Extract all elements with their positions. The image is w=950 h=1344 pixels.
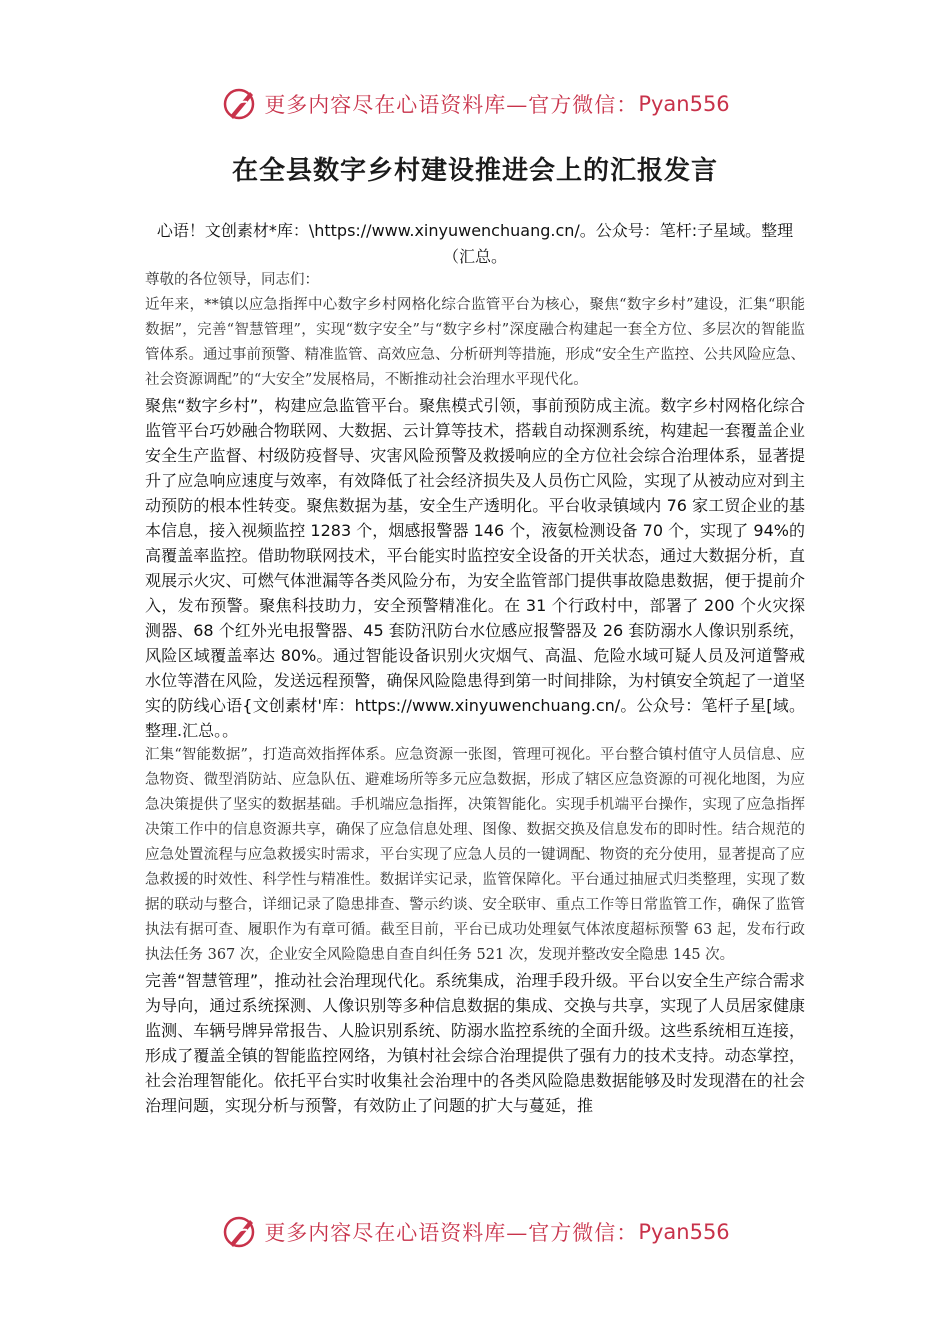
document-body: [145, 268, 805, 1118]
source-line: 心语！文创素材*库：\https://www.xinyuwenchuang.cn/。公众号：笔杆:子星域。整理（汇总。: [156, 221, 794, 266]
document-title: 在全县数字乡村建设推进会上的汇报发言: [231, 156, 718, 186]
pen-circle-icon: [220, 1212, 260, 1252]
banner-wechat-id: Pyan556: [638, 1220, 730, 1244]
banner-text: 更多内容尽在心语资料库—官方微信：: [264, 93, 639, 117]
banner-text: 更多内容尽在心语资料库—官方微信：: [264, 1221, 639, 1245]
footer-banner: [0, 1212, 950, 1252]
paragraph-platform: 聚焦“数字乡村”，构建应急监管平台。聚焦模式引领，事前预防成主流。数字乡村网格化综合监管平台巧妙融合物联网、大数据、云计算等技术，搭载自动探测系统，构建起一套覆盖企业安全生产监督、村级防疫督导、灾害风险预警及救援响应的全方位社会综合治理体系，显著提升了应急响应速度与效率，有效降低了社会经济损失及人员伤亡风险，实现了从被动应对到主动预防的根本性转变。聚焦数据为基，安全生产透明化。平台收录镇域内 76 家工贸企业的基本信息，接入视频监控 1283 个，烟感报警器 146 个，液氨检测设备 70 个，实现了 94%的高覆盖率监控。借助物联网技术，平台能实时监控安全设备的开关状态，通过大数据分析，直观展示火灾、可燃气体泄漏等各类风险分布，为安全监管部门提供事故隐患数据，便于提前介入，发布预警。聚焦科技助力，安全预警精准化。在 31 个行政村中，部署了 200 个火灾探测器、68 个红外光电报警器、45 套防汛防台水位感应报警器及 26 套防溺水人像识别系统，风险区域覆盖率达 80%。通过智能设备识别火灾烟气、高温、危险水域可疑人员及河道警戒水位等潜在风险，发送远程预警，确保风险隐患得到第一时间排除，为村镇安全筑起了一道坚实的防线心语{文创素材'库：https://www.xinyuwenchuang.cn/。公众号：笔杆子星[域。整理.汇总。。: [145, 396, 805, 740]
paragraph-intro: 近年来，**镇以应急指挥中心数字乡村网格化综合监管平台为核心，聚焦“数字乡村”建设，汇集“职能数据”，完善“智慧管理”，实现“数字安全”与“数字乡村”深度融合构建起一套全方位、多层次的智能监管体系。通过事前预警、精准监管、高效应急、分析研判等措施，形成“安全生产监控、公共风险应急、社会资源调配”的“大安全”发展格局，不断推动社会治理水平现代化。: [145, 297, 805, 388]
pen-circle-icon: [220, 84, 260, 124]
paragraph-data: 汇集“智能数据”，打造高效指挥体系。应急资源一张图，管理可视化。平台整合镇村值守人员信息、应急物资、微型消防站、应急队伍、避难场所等多元应急数据，形成了辖区应急资源的可视化地图，为应急决策提供了坚实的数据基础。手机端应急指挥，决策智能化。实现手机端平台操作，实现了应急指挥决策工作中的信息资源共享，确保了应急信息处理、图像、数据交换及信息发布的即时性。结合规范的应急处置流程与应急救援实时需求，平台实现了应急人员的一键调配、物资的充分使用，显著提高了应急救援的时效性、科学性与精准性。数据详实记录，监管保障化。平台通过抽屉式归类整理，实现了数据的联动与整合，详细记录了隐患排查、警示约谈、安全联审、重点工作等日常监管工作，确保了监管执法有据可查、履职作为有章可循。截至目前，平台已成功处理氨气体浓度超标预警 63 起，发布行政执法任务 367 次，企业安全风险隐患自查自纠任务 521 次，发现并整改安全隐患 145 次。: [145, 747, 805, 963]
header-banner: [0, 84, 950, 124]
banner-wechat-id: Pyan556: [638, 92, 730, 116]
greeting: 尊敬的各位领导，同志们：: [145, 272, 319, 288]
paragraph-management: 完善“智慧管理”，推动社会治理现代化。系统集成，治理手段升级。平台以安全生产综合需求为导向，通过系统探测、人像识别等多种信息数据的集成、交换与共享，实现了人员居家健康监测、车辆号牌异常报告、人脸识别系统、防溺水监控系统的全面升级。这些系统相互连接，形成了覆盖全镇的智能监控网络，为镇村社会综合治理提供了强有力的技术支持。动态掌控，社会治理智能化。依托平台实时收集社会治理中的各类风险隐患数据能够及时发现潜在的社会治理问题，实现分析与预警，有效防止了问题的扩大与蔓延，推: [145, 971, 805, 1115]
